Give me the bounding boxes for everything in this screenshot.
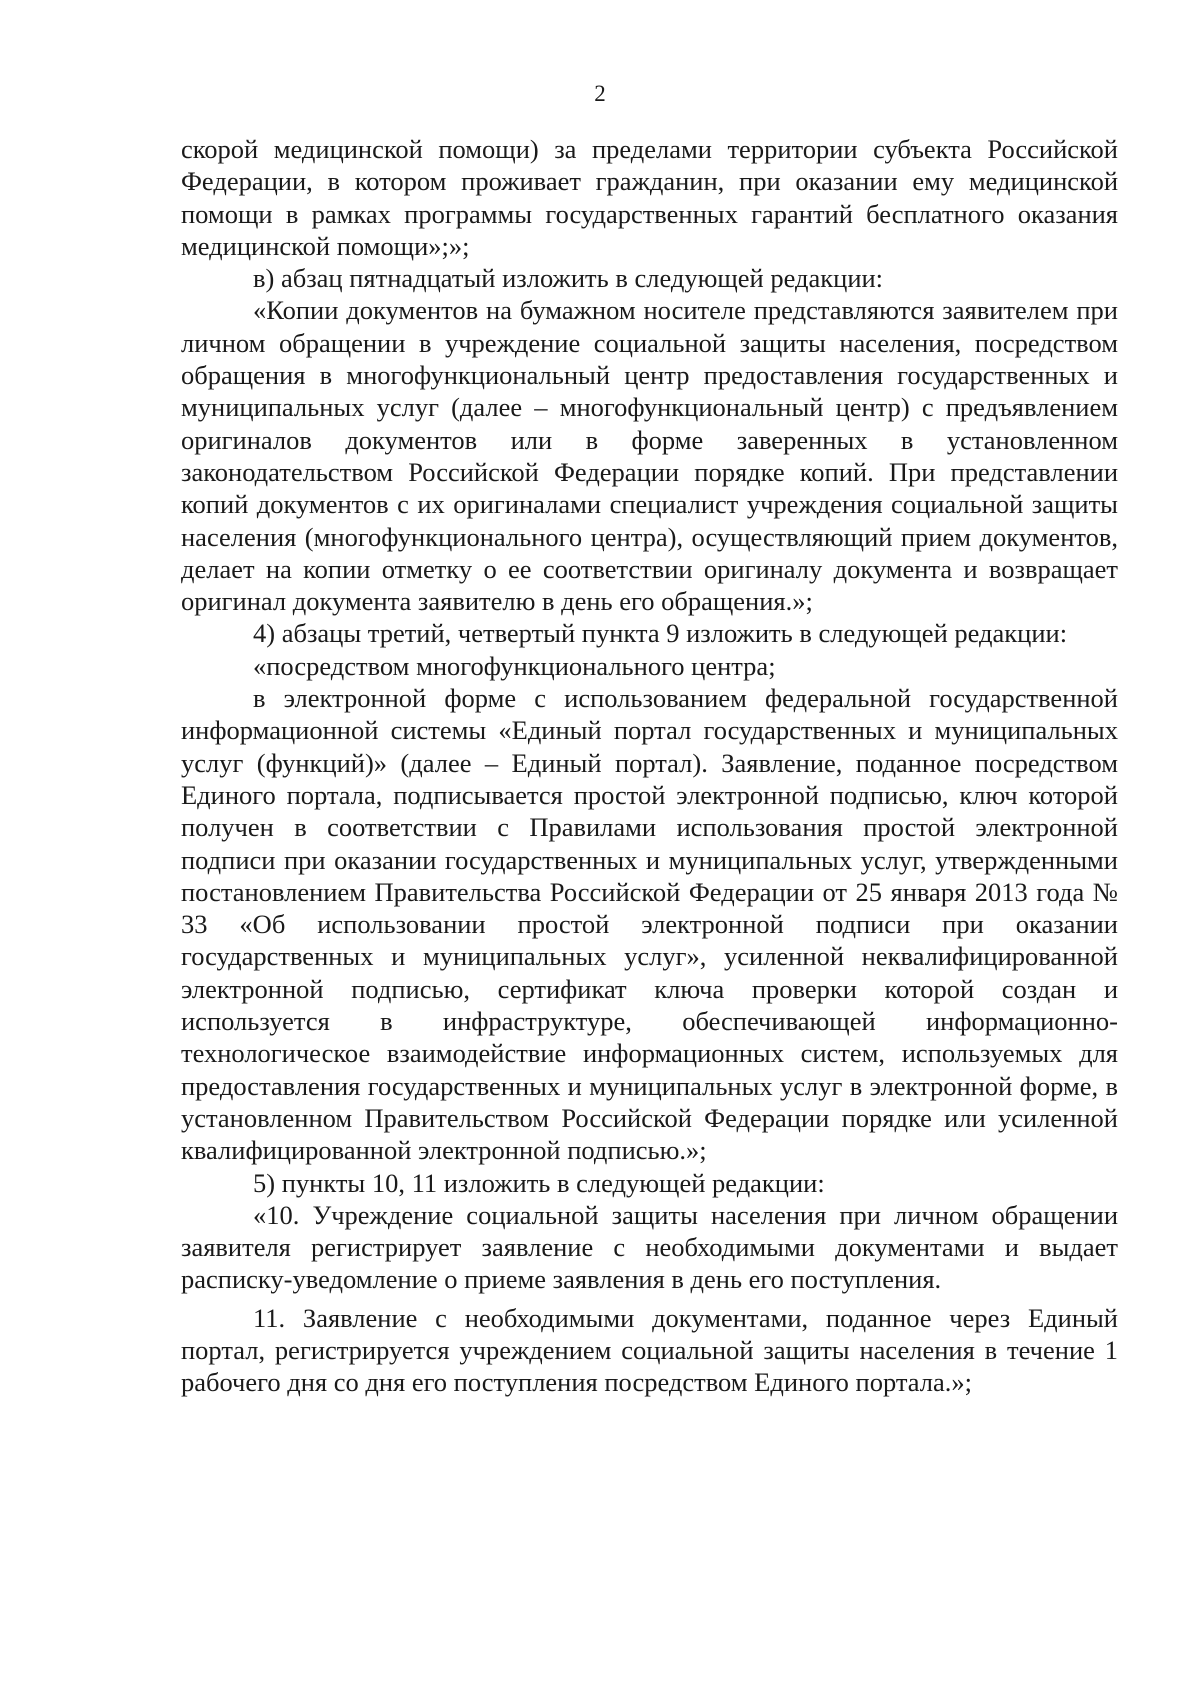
paragraph-amend-paragraph-fifteen: в) абзац пятнадцатый изложить в следующей редакции: [253, 263, 884, 294]
paragraph-item-4: 4) абзацы третий, четвертый пункта 9 изложить в следующей редакции: [253, 618, 1068, 649]
paragraph-continued-emergency-care: скорой медицинской помощи) за пределами территории субъекта Российской Федерации, в котором проживает гражданин, при оказании ему медицинской помощи в рамках программы государственных гарантий бесплатного оказания медицинской помощи»;»; [181, 134, 1118, 261]
paragraph-document-copies: «Копии документов на бумажном носителе представляются заявителем при личном обращении в учреждение социальной защиты населения, посредством обращения в многофункциональный центр предоставления государственных и муниципальных услуг (далее – многофункциональный центр) с предъявлением оригиналов документов или в форме заверенных в установленном законодательством Российской Федерации порядке копий. При представлении копий документов с их оригиналами специалист учреждения социальной защиты населения (многофункционального центра), осуществляющий прием документов, делает на копии отметку о ее соответствии оригиналу документа и возвращает оригинал документа заявителю в день его обращения.»; [181, 295, 1118, 617]
paragraph-via-mfc: «посредством многофункционального центра; [253, 650, 776, 681]
paragraph-point-10: «10. Учреждение социальной защиты населения при личном обращении заявителя регистрирует заявление с необходимыми документами и выдает расписку-уведомление о приеме заявления в день его поступления. [181, 1199, 1118, 1295]
paragraph-electronic-form: в электронной форме с использованием федеральной государственной информационной системы «Единый портал государственных и муниципальных услуг (функций)» (далее – Единый портал). Заявление, поданное посредством Единого портала, подписывается простой электронной подписью, ключ которой получен в соответствии с Правилами использования простой электронной подписи при оказании государственных и муниципальных услуг, утвержденными постановлением Правительства Российской Федерации от 25 января 2013 года № 33 «Об использовании простой электронной подписи при оказании государственных и муниципальных услуг», усиленной неквалифицированной электронной подписью, сертификат ключа проверки которой создан и используется в инфраструктуре, обеспечивающей информационно-технологическое взаимодействие информационных систем, используемых для предоставления государственных и муниципальных услуг в электронной форме, в установленном Правительством Российской Федерации порядке или усиленной квалифицированной электронной подписью.»; [181, 683, 1118, 1166]
paragraph-point-11: 11. Заявление с необходимыми документами, поданное через Единый портал, регистрируется учреждением социальной защиты населения в течение 1 рабочего дня со дня его поступления посредством Единого портала.»; [181, 1302, 1118, 1398]
document-body [181, 133, 1118, 1399]
page-number: 2 [594, 81, 606, 106]
paragraph-item-5: 5) пункты 10, 11 изложить в следующей редакции: [253, 1167, 825, 1198]
